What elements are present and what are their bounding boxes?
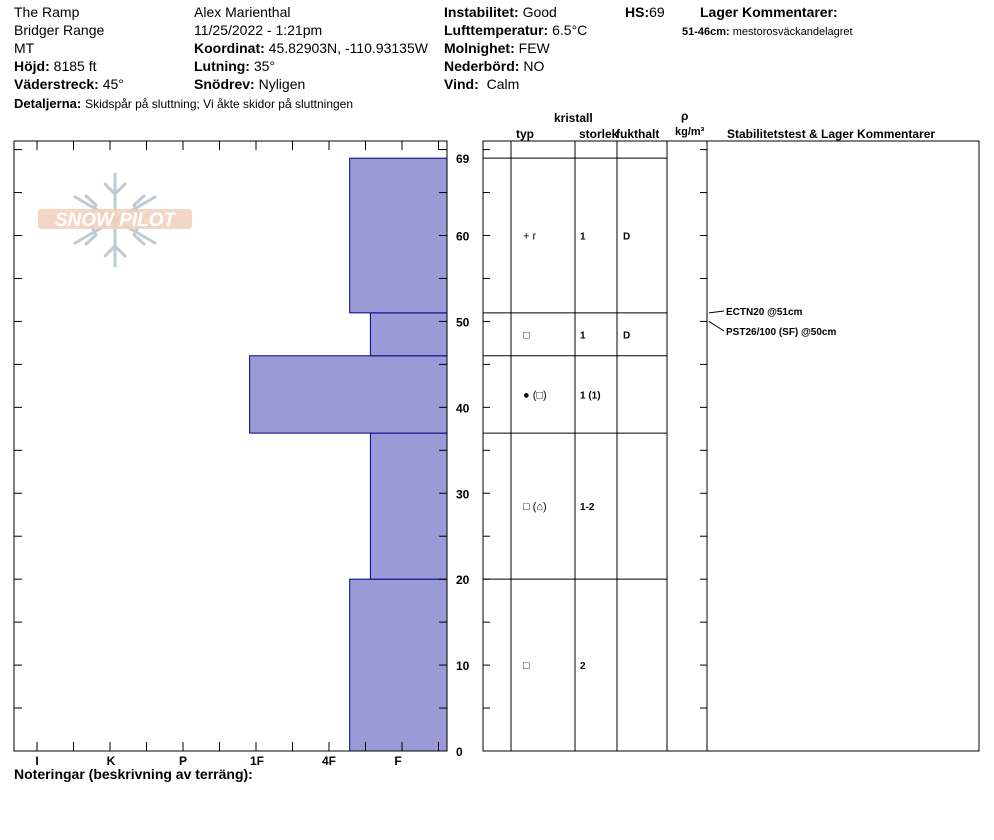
moisture-value: D <box>623 231 631 243</box>
slope-label: Lutning: <box>194 58 250 74</box>
hardness-bar <box>350 158 447 313</box>
size-header: storlek <box>579 127 619 141</box>
snow-height-label: HS: <box>625 4 650 20</box>
x-tick-label: F <box>394 754 402 768</box>
x-tick-label: P <box>178 754 188 768</box>
snow-height-value: 69 <box>649 4 665 20</box>
grain-type-symbol: ● (□) <box>523 389 547 402</box>
crystal-header: kristall <box>554 111 593 125</box>
hardness-bar <box>370 433 447 579</box>
y-tick-label: 30 <box>456 487 470 502</box>
wind-loading-value: Nyligen <box>258 76 306 92</box>
grain-size: 2 <box>580 661 586 673</box>
density-symbol: ρ <box>681 109 689 123</box>
layer-comment-text: mestorosväckandelagret <box>732 26 853 38</box>
stability-header: Stabilitetstest & Lager Kommentarer <box>727 127 936 141</box>
hardness-bar <box>350 579 447 751</box>
grain-size: 1-2 <box>580 502 595 514</box>
observer: Alex Marienthal <box>194 4 291 20</box>
grain-size: 1 <box>580 231 586 243</box>
test-leader-line <box>709 311 724 313</box>
y-tick-label: 50 <box>456 315 470 330</box>
sky-cover-label: Molnighet: <box>444 40 515 56</box>
wind-label: Vind: <box>444 76 479 92</box>
coordinates-label: Koordinat: <box>194 40 265 56</box>
instability-label: Instabilitet: <box>444 4 519 20</box>
aspect-value: 45° <box>102 76 124 92</box>
stability-test-label: PST26/100 (SF) @50cm <box>726 327 837 338</box>
table-column-lines <box>511 141 707 751</box>
grain-size: 1 (1) <box>580 390 601 402</box>
sky-cover-value: FEW <box>518 40 550 56</box>
instability-value: Good <box>522 4 557 20</box>
type-header: typ <box>516 127 534 141</box>
moisture-value: D <box>623 330 631 342</box>
moisture-header: fukthalt <box>616 127 660 141</box>
aspect-label: Väderstreck: <box>14 76 99 92</box>
y-tick-label: 20 <box>456 573 470 588</box>
hardness-bar <box>370 313 447 356</box>
logo-text: SNOW PILOT <box>54 210 176 231</box>
wind-value: Calm <box>486 76 520 92</box>
details-value: Skidspår på sluttning; Vi åkte skidor på sluttningen <box>85 97 354 111</box>
precipitation-label: Nederbörd: <box>444 58 520 74</box>
grain-type-symbol: □ <box>523 660 530 673</box>
stability-test-label: ECTN20 @51cm <box>726 307 803 318</box>
details-label: Detaljerna: <box>14 96 82 111</box>
hardness-bar <box>250 356 447 433</box>
x-tick-label: K <box>106 754 116 768</box>
y-tick-label: 69 <box>456 152 470 167</box>
x-tick-label: 1F <box>249 754 265 768</box>
elevation-value: 8185 ft <box>53 58 97 74</box>
air-temperature-label: Lufttemperatur: <box>444 22 549 38</box>
slope-value: 35° <box>253 58 276 74</box>
x-tick-label: 4F <box>321 754 337 768</box>
precipitation-value: NO <box>523 58 545 74</box>
site-name: The Ramp <box>14 4 80 20</box>
air-temperature-value: 6.5°C <box>552 22 588 38</box>
y-tick-label: 0 <box>456 745 463 759</box>
state: MT <box>14 40 35 56</box>
notes-label: Noteringar (beskrivning av terräng): <box>14 766 253 782</box>
coordinates-value: 45.82903N, -110.93135W <box>268 40 428 56</box>
y-tick-label: 40 <box>456 401 470 416</box>
layer-comment-range: 51-46cm: <box>682 26 730 38</box>
wind-loading-label: Snödrev: <box>194 76 255 92</box>
grain-size: 1 <box>580 330 586 342</box>
x-tick-label: I <box>35 754 39 768</box>
density-unit: kg/m³ <box>675 126 705 138</box>
mountain-range: Bridger Range <box>14 22 105 38</box>
y-tick-label: 10 <box>456 659 470 674</box>
elevation-label: Höjd: <box>14 58 50 74</box>
grain-type-symbol: □ (⌂) <box>523 501 547 514</box>
date-time: 11/25/2022 - 1:21pm <box>194 22 323 38</box>
y-tick-label: 60 <box>456 229 470 244</box>
grain-type-symbol: □ <box>523 329 530 342</box>
test-leader-line <box>709 321 724 331</box>
snowpilot-logo <box>38 174 192 266</box>
grain-type-symbol: + r <box>523 230 537 243</box>
layer-comments-title: Lager Kommentarer: <box>700 4 838 20</box>
layer-table-frame <box>483 141 979 751</box>
